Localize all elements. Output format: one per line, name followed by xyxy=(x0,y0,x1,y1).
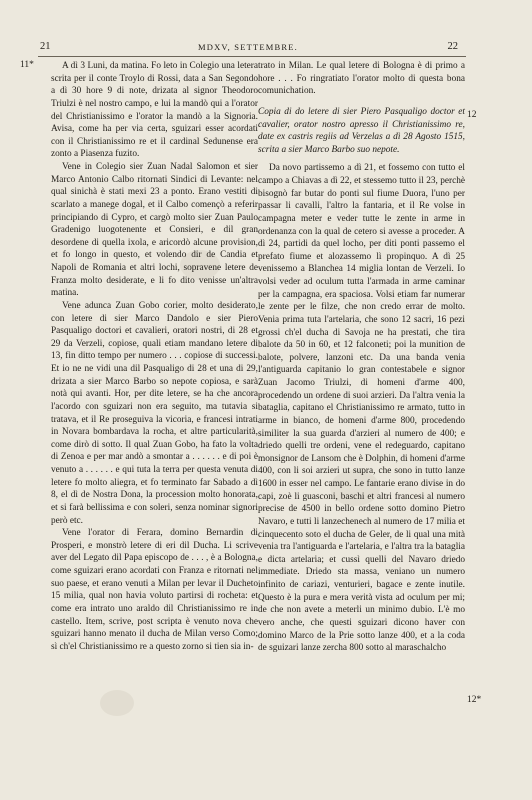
left-text-column xyxy=(51,60,258,653)
running-header xyxy=(38,40,458,54)
paragraph-gobo-corier: Vene adunca Zuan Gobo corier, molto desiderato, con letere di sier Marco Dandolo e sier Piero Pasqualigo doctori et cavalieri, oratori nostri, di 28 et 29 da Verzeli, copiose, quali etiam mandano letere di 13, fin ditto tempo per numero . . . copiose di successi. Et io ne ne vidi una dil Pasqualigo di 28 et una di 29, drizata a sier Marco Barbo so nepote copiosa, e sarà notà qui avanti. Hor, per dite letere, se ha che ancora l'acordo con sguizari non era seguito, ma tutavia si tratava, et il Re proseguiva la vicoria, e francesi intrati in Novara bombardava la rocha, et altre particularità, come dirò di sotto. Il qual Zuan Gobo, ha fato la volta di Zenoa e per mar andò a smontar a . . . . . . e di poi è venuto a . . . . . . e qui tuta la terra per questa venuta di letere fo molto aliegra, et fo terminato far Sabado a dì 8, el dì de Nostra Dona, la procession molto honorata, et si farà bellissima e con soleri, senza nominar signori però etc. xyxy=(51,300,258,526)
left-page-number: 21 xyxy=(40,41,51,52)
margin-column-number-11: 11* xyxy=(20,60,34,70)
paragraph-sindici: Vene in Colegio sier Zuan Nadal Salomon et sier Marco Antonio Calbo ritornati Sindici di Levante: nel qual sinichà è stati mexi 23 a ponto. Erano vestiti di scarlato a manege dogal, et il Calbo començò a referir principiando di Cypro, et cargò molto sier Zuan Paulo Gradenigo luogotenente et Consieri, e dil gran desordene di quella ixola, e aricordò alcune provision, et fo longo in questo, et volendo dir de Candia et Napoli de Romania et altri lochi, sopravene letere de Franza molto desiderate, e li fo dito venisse un'altra matina. xyxy=(51,162,258,299)
running-title: MDXV, SETTEMBRE. xyxy=(197,42,299,52)
right-page-number: 22 xyxy=(447,41,458,52)
paragraph-letter-body: Da novo partissemo a dì 21, et fossemo con tutto el campo a Chiavas a dì 22, et stessemo tutto il 23, perchè bisognò far butar do ponti sul fiume Duora, l'uno per passar li cavalli, l'altro la fantaria, et il Re volse in campagna meter e veder tutte le zente in arme in ordenanza con la qual de cetero si avesse a proceder. A dì 24, partidi da quel locho, per diti ponti passemo el prefato fiume et alozassemo lì propinquo. A dì 25 venissemo a Blanchea 14 miglia lontan de Verzeli. Io volsi veder ad oculum tutta l'armada in arme caminar per la campagna, era spaciosa. Volsi etiam far numerar le zente per le filze, che non credo errar de molto. Venia prima tuta l'artelaria, che sono 12 sacri, 16 pezi grossi ch'el ducha di Savoja ne ha prestati, che tira balote da 50 in 60, et 12 falconeti; poi la munition de balote, polvere, lanzoni etc. Da una banda venia l'antiguarda capitanio lo gran contestabele e signor Zuan Jacomo Triulzi, di homeni d'arme 400, procedendo un ordene di suoi arzieri. Da l'altra venia la bataglia, capitano el Christianissimo re armato, tutto in arme in bianco, de homeni d'arme 800, procedendo similiter la sua guarda d'arzieri al numero de 400; e driedo quelli tre ordeni, vene el redeguardo, capitano monsignor de Lansom che è Dolphin, di homeni d'arme 400, con li soi arzieri ut supra, che sono in tutto lanze 1600 in esser nel campo. Le fantarie erano divise in do capi, zoè li guasconi, baschi et altri francesi al numero precise de 4500 in bello ordene sotto domino Pietro Navaro, e tutti li lanzechenech al numero de 17 milia et cinquecento soto el ducha de Geler, de li qual una mità venia tra l'antiguarda e l'artelaria, e l'altra tra la bataglia e dicta artelaria; et cussì quelli del Navaro driedo immediate. Driedo sta massa, veniano un numero infinito de cariazi, venturieri, bagace e zente inutile. Questo è la pura e mera verità vista ad oculum per mi; de che non avete a meterli un minimo dubio. L'è mo vero anche, che questi sguizari dicono haver con domino Marco de la Prie sotto lanze 400, et a la coda de sguizari lanze zercha 800 sotto al maraschalcho xyxy=(258,163,465,654)
paragraph-continuation: trato in Milan. Le qual letere di Bologna è di primo a hore . . . Fo ringratiato l'orator molto di questa bona comunichation. xyxy=(258,61,465,97)
margin-column-number-12-star: 12* xyxy=(467,695,482,705)
paragraph-orator-ferara: Vene l'orator di Ferara, domino Bernardin di Prosperi, e monstrò letere di eri dil Ducha. Li scrive aver del Legato dil Papa episcopo de . . . , è a Bologna, come sguizari erano acordati con Franza e ritornati nel suo paese, et erano venuti a Milan per levar il Ducheto 15 milia, qual non havia voluto partirsi di rocheta: et come era intrato uno araldo dil Christianissimo re in castello. Item, scrive, post scripta è venuto nova che sguizari hanno menato il ducha de Milan verso Como; sì ch'el Christianissimo re a questo zorno si tien sia in- xyxy=(51,528,258,652)
margin-column-number-12: 12 xyxy=(467,110,477,120)
right-text-column xyxy=(258,60,465,655)
letter-title: Copia di do letere di sier Piero Pasqualigo doctor et cavalier, orator nostro apresso il Christianissimo re, date ex castris regiis ad Verzelas a dì 28 Agosto 1515, scrita a sier Marco Barbo suo nepote. xyxy=(258,106,465,155)
paragraph-entry-date: A dì 3 Luni, da matina. Fo leto in Colegio una letera scrita per il conte Troylo di Rossi, data a San Segondo a dì 30 hore 9 di note, drizata al signor Theodoro Triulzi è nel nostro campo, e lui la mandò qui a l'orator del Christianissimo e l'orator la mandò a la Signoria. Avisa, come ha per via certa, sguizari esser acordati con il Christianissimo re et il cardinal Sedunense era zonto a Piasenza fuzito. xyxy=(51,61,258,160)
header-rule xyxy=(38,56,466,57)
paper-stain xyxy=(100,690,134,716)
